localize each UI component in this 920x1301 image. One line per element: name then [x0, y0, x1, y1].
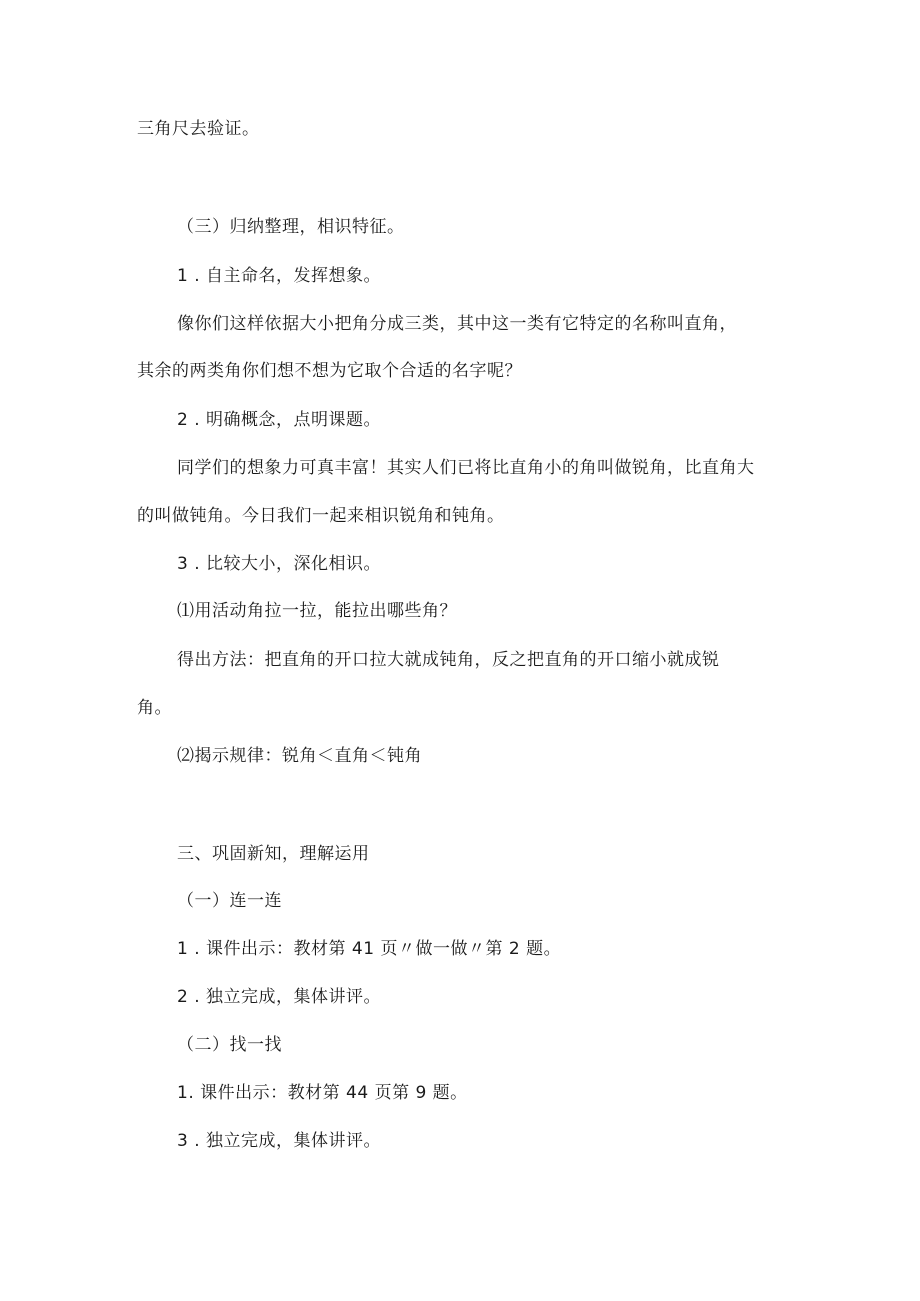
text-line: 的叫做钝角。今日我们一起来相识锐角和钝角。	[137, 506, 505, 526]
numbered-item: 1 . 课件出示：教材第 41 页〃做一做〃第 2 题。	[177, 939, 562, 959]
text-line: 得出方法：把直角的开口拉大就成钝角，反之把直角的开口缩小就成锐	[177, 650, 720, 670]
section-heading: 三、巩固新知，理解运用	[177, 844, 370, 864]
numbered-item: 2 . 明确概念，点明课题。	[177, 410, 382, 430]
numbered-item: 3 . 独立完成，集体讲评。	[177, 1131, 382, 1151]
section-heading: （三）归纳整理，相识特征。	[177, 217, 405, 237]
subsection-heading: （一）连一连	[177, 891, 282, 911]
numbered-item: 1 . 自主命名，发挥想象。	[177, 266, 382, 286]
text-line: 其余的两类角你们想不想为它取个合适的名字呢？	[137, 361, 522, 381]
sub-item: ⑴用活动角拉一拉，能拉出哪些角？	[177, 601, 457, 621]
text-line: 像你们这样依据大小把角分成三类，其中这一类有它特定的名称叫直角，	[177, 314, 737, 334]
numbered-item: 1. 课件出示：教材第 44 页第 9 题。	[177, 1083, 468, 1103]
numbered-item: 3 . 比较大小，深化相识。	[177, 554, 382, 574]
text-line: 同学们的想象力可真丰富！其实人们已将比直角小的角叫做锐角，比直角大	[177, 458, 755, 478]
sub-item: ⑵揭示规律：锐角＜直角＜钝角	[177, 746, 422, 766]
subsection-heading: （二）找一找	[177, 1035, 282, 1055]
text-line: 角。	[137, 698, 172, 718]
text-line: 三角尺去验证。	[137, 119, 260, 139]
numbered-item: 2 . 独立完成，集体讲评。	[177, 987, 382, 1007]
